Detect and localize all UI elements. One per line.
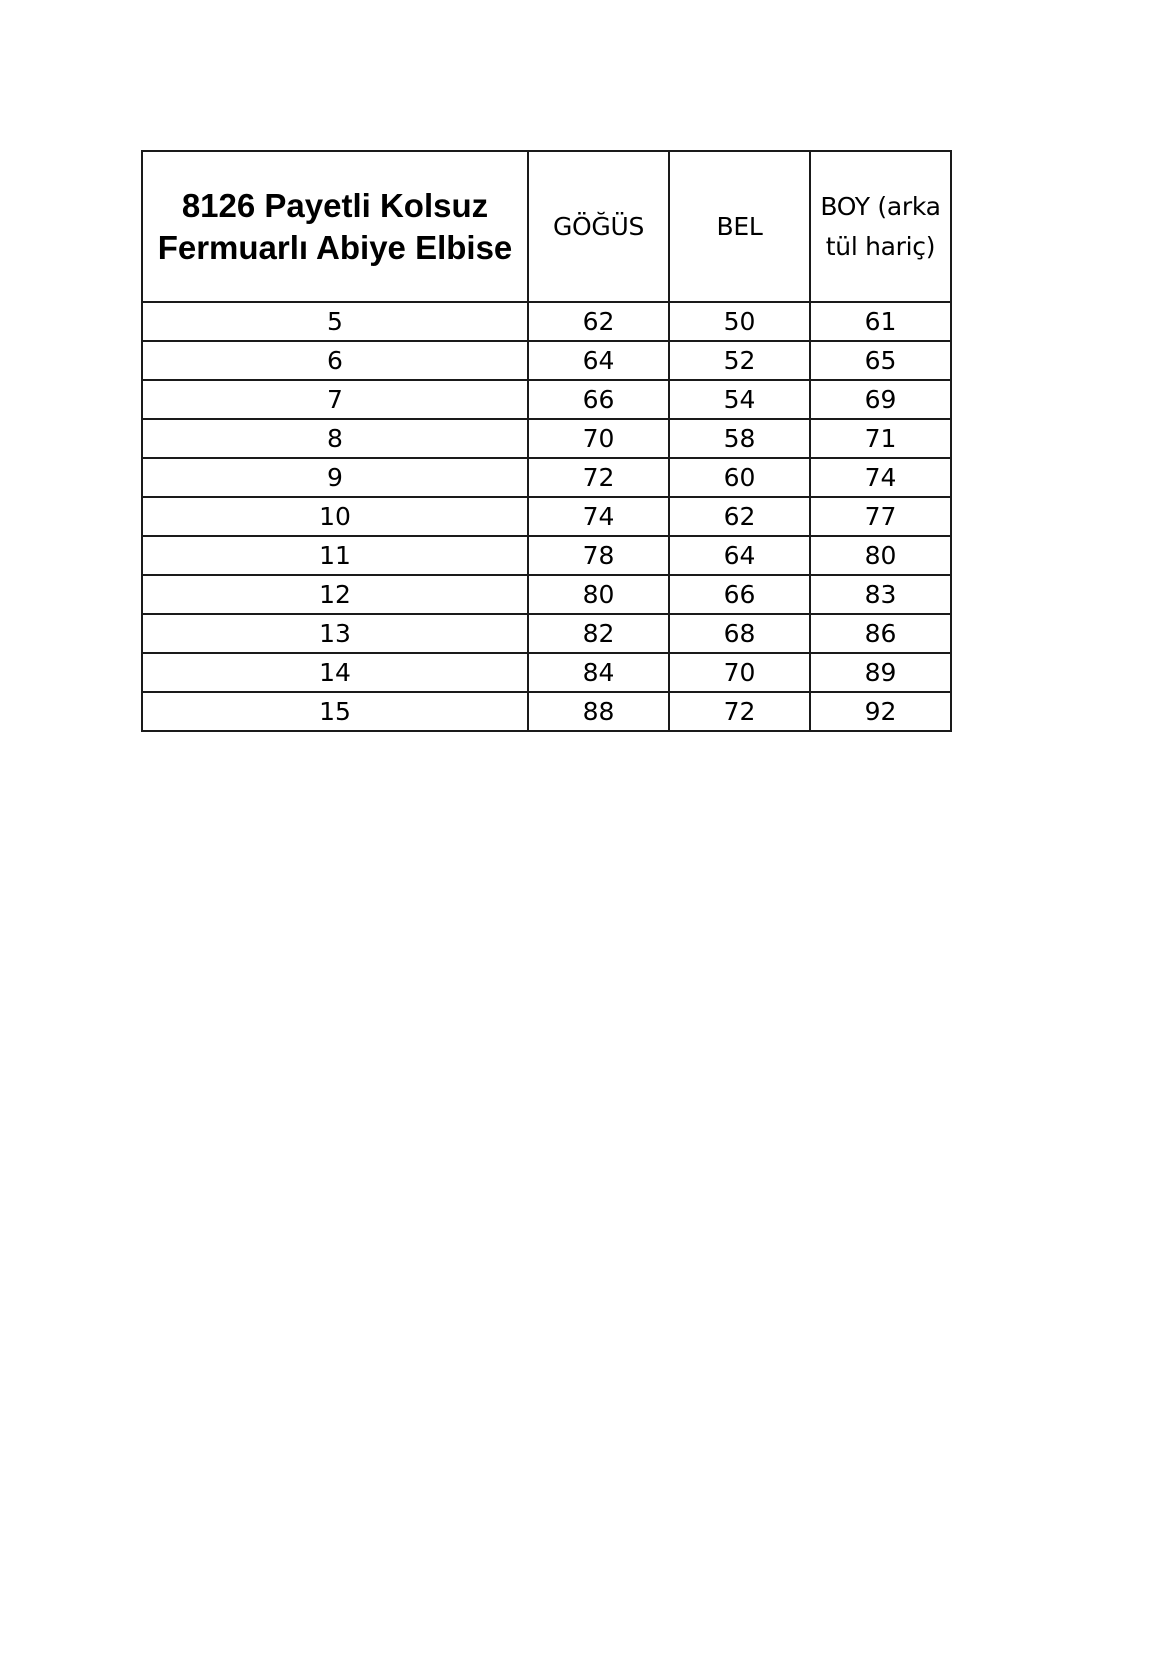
gogus-cell: 88 xyxy=(528,692,669,731)
product-title-line-1: 8126 Payetli Kolsuz xyxy=(181,186,489,224)
bel-cell: 62 xyxy=(669,497,810,536)
boy-cell: 71 xyxy=(810,419,951,458)
boy-cell: 83 xyxy=(810,575,951,614)
bel-cell: 60 xyxy=(669,458,810,497)
gogus-cell: 78 xyxy=(528,536,669,575)
header-gogus: GÖĞÜS xyxy=(528,151,669,302)
gogus-cell: 84 xyxy=(528,653,669,692)
boy-cell: 86 xyxy=(810,614,951,653)
bel-cell: 58 xyxy=(669,419,810,458)
table-row xyxy=(142,380,951,419)
boy-cell: 65 xyxy=(810,341,951,380)
product-title-line-2: Fermuarlı Abiye Elbise xyxy=(157,228,513,266)
gogus-cell: 70 xyxy=(528,419,669,458)
size-cell: 8 xyxy=(142,419,528,458)
table-row xyxy=(142,458,951,497)
gogus-cell: 62 xyxy=(528,302,669,341)
size-cell: 7 xyxy=(142,380,528,419)
boy-cell: 69 xyxy=(810,380,951,419)
boy-cell: 77 xyxy=(810,497,951,536)
bel-cell: 66 xyxy=(669,575,810,614)
boy-cell: 92 xyxy=(810,692,951,731)
size-chart-table xyxy=(141,150,952,732)
bel-cell: 64 xyxy=(669,536,810,575)
product-title-cell xyxy=(142,151,528,302)
gogus-cell: 72 xyxy=(528,458,669,497)
header-bel: BEL xyxy=(669,151,810,302)
gogus-cell: 66 xyxy=(528,380,669,419)
boy-cell: 80 xyxy=(810,536,951,575)
size-cell: 10 xyxy=(142,497,528,536)
boy-cell: 61 xyxy=(810,302,951,341)
header-boy xyxy=(810,151,951,302)
size-cell: 5 xyxy=(142,302,528,341)
size-cell: 13 xyxy=(142,614,528,653)
size-cell: 11 xyxy=(142,536,528,575)
size-cell: 14 xyxy=(142,653,528,692)
gogus-cell: 82 xyxy=(528,614,669,653)
gogus-cell: 64 xyxy=(528,341,669,380)
table-row xyxy=(142,497,951,536)
gogus-cell: 80 xyxy=(528,575,669,614)
gogus-cell: 74 xyxy=(528,497,669,536)
size-cell: 12 xyxy=(142,575,528,614)
table-row xyxy=(142,575,951,614)
bel-cell: 68 xyxy=(669,614,810,653)
size-cell: 9 xyxy=(142,458,528,497)
table-row xyxy=(142,653,951,692)
table-row xyxy=(142,302,951,341)
header-boy-line-2: tül hariç) xyxy=(825,231,936,261)
bel-cell: 52 xyxy=(669,341,810,380)
bel-cell: 54 xyxy=(669,380,810,419)
header-boy-line-1: BOY (arka xyxy=(820,191,941,221)
header-row xyxy=(142,151,951,302)
size-cell: 6 xyxy=(142,341,528,380)
size-cell: 15 xyxy=(142,692,528,731)
table-row xyxy=(142,341,951,380)
boy-cell: 74 xyxy=(810,458,951,497)
table-row xyxy=(142,692,951,731)
bel-cell: 72 xyxy=(669,692,810,731)
boy-cell: 89 xyxy=(810,653,951,692)
table-row xyxy=(142,614,951,653)
bel-cell: 70 xyxy=(669,653,810,692)
table-row xyxy=(142,419,951,458)
table-row xyxy=(142,536,951,575)
bel-cell: 50 xyxy=(669,302,810,341)
